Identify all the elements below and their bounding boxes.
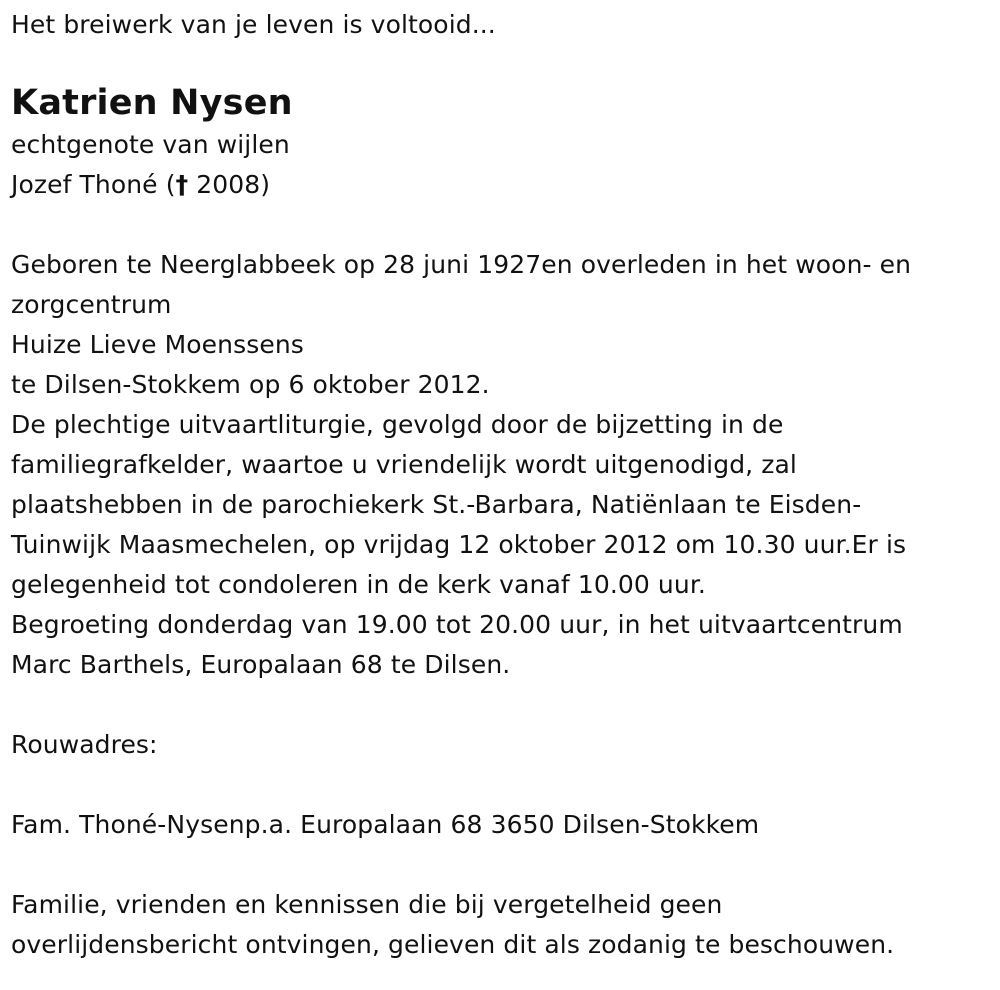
mourning-address: Fam. Thoné-Nysenp.a. Europalaan 68 3650 Dilsen-Stokkem	[11, 810, 760, 839]
announcement-line: zorgcentrum	[11, 290, 172, 319]
announcement-line: gelegenheid tot condoleren in de kerk vanaf 10.00 uur.	[11, 570, 706, 599]
deceased-name: Katrien Nysen	[11, 83, 293, 123]
cross-icon: †	[175, 170, 189, 199]
intro-text: Het breiwerk van je leven is voltooid...	[11, 10, 496, 39]
announcement-line: familiegrafkelder, waartoe u vriendelijk wordt uitgenodigd, zal	[11, 450, 797, 479]
spouse-line	[11, 165, 986, 205]
announcement-line: te Dilsen-Stokkem op 6 oktober 2012.	[11, 370, 490, 399]
spouse-death-year: 2008)	[188, 170, 271, 199]
spacer	[11, 845, 986, 885]
announcement-body	[11, 245, 986, 685]
spacer	[11, 765, 986, 805]
spouse-name: Jozef Thoné (	[11, 170, 176, 199]
announcement-line: plaatshebben in de parochiekerk St.-Barbara, Natiënlaan te Eisden-	[11, 490, 862, 519]
spacer	[11, 205, 986, 245]
announcement-line: Begroeting donderdag van 19.00 tot 20.00 uur, in het uitvaartcentrum	[11, 610, 903, 639]
obituary-document	[11, 0, 986, 965]
announcement-line: Tuinwijk Maasmechelen, op vrijdag 12 oktober 2012 om 10.30 uur.Er is	[11, 530, 907, 559]
closing-line: Familie, vrienden en kennissen die bij vergetelheid geen	[11, 890, 723, 919]
closing-line: overlijdensbericht ontvingen, gelieven dit als zodanig te beschouwen.	[11, 930, 895, 959]
announcement-line: De plechtige uitvaartliturgie, gevolgd door de bijzetting in de	[11, 410, 784, 439]
announcement-line: Geboren te Neerglabbeek op 28 juni 1927en overleden in het woon- en	[11, 250, 912, 279]
announcement-line: Huize Lieve Moenssens	[11, 330, 304, 359]
mourning-address-label: Rouwadres:	[11, 730, 158, 759]
spacer	[11, 685, 986, 725]
announcement-line: Marc Barthels, Europalaan 68 te Dilsen.	[11, 650, 511, 679]
closing-note	[11, 885, 986, 965]
relation-text: echtgenote van wijlen	[11, 130, 290, 159]
